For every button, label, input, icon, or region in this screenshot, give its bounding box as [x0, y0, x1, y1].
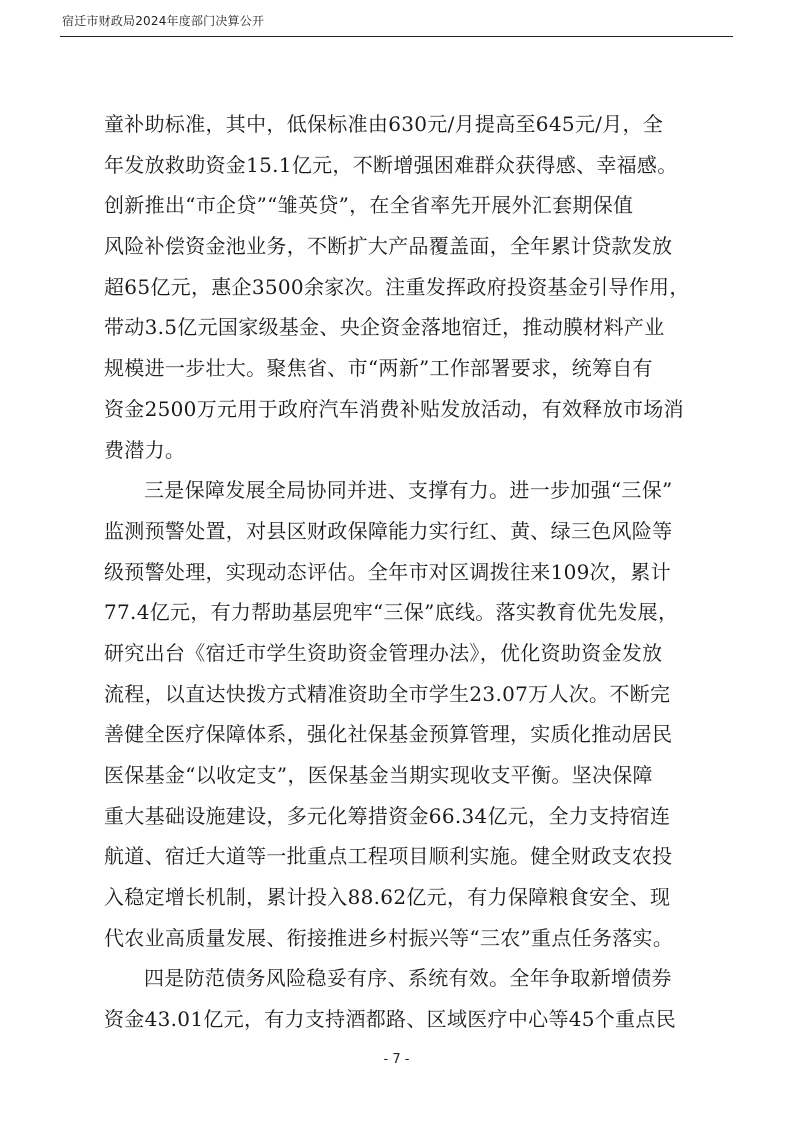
text-line: 资金2500万元用于政府汽车消费补贴发放活动，有效释放市场消 [104, 396, 684, 421]
text-line: 费潜力。 [104, 437, 186, 462]
text-line: 级预警处理，实现动态评估。全年市对区调拨往来109次，累计 [104, 559, 671, 584]
text-line: 重大基础设施建设，多元化筹措资金66.34亿元，全力支持宿连 [104, 803, 671, 828]
text-line: 研究出台《宿迁市学生资助资金管理办法》，优化资助资金发放 [104, 640, 663, 665]
text-line: 入稳定增长机制，累计投入88.62亿元，有力保障粮食安全、现 [104, 885, 671, 910]
text-line: 创新推出“市企贷”“雏英贷”，在全省率先开展外汇套期保值 [104, 193, 634, 218]
text-line: 童补助标准，其中，低保标准由630元/月提高至645元/月，全 [104, 112, 664, 136]
text-line: 善健全医疗保障体系，强化社保基金预算管理，实质化推动居民 [104, 722, 673, 747]
text-line: 风险补偿资金池业务，不断扩大产品覆盖面，全年累计贷款发放 [104, 234, 673, 259]
text-line: 医保基金“以收定支”，医保基金当期实现收支平衡。坚决保障 [104, 763, 653, 787]
page-number: - 7 - [383, 1052, 410, 1067]
text-line: 航道、宿迁大道等一批重点工程项目顺利实施。健全财政支农投 [104, 844, 673, 869]
running-header: 宿迁市财政局2024年度部门决算公开 [62, 14, 265, 28]
document-body [104, 104, 716, 1040]
text-line: 规模进一步壮大。聚焦省、市“两新”工作部署要求，统筹自有 [104, 356, 653, 381]
text-line: 三是保障发展全局协同并进、支撑有力。进一步加强“三保” [144, 478, 673, 503]
text-line: 资金43.01亿元，有力支持酒都路、区域医疗中心等45个重点民 [104, 1007, 677, 1032]
text-line: 年发放救助资金15.1亿元，不断增强困难群众获得感、幸福感。 [104, 152, 678, 177]
text-line: 超65亿元，惠企3500余家次。注重发挥政府投资基金引导作用， [104, 274, 690, 299]
text-line: 监测预警处置，对县区财政保障能力实行红、黄、绿三色风险等 [104, 518, 673, 543]
text-line: 四是防范债务风险稳妥有序、系统有效。全年争取新增债券 [144, 966, 672, 991]
header-divider [60, 36, 733, 37]
text-line: 代农业高质量发展、衔接推进乡村振兴等“三农”重点任务落实。 [104, 925, 674, 950]
text-line: 77.4亿元，有力帮助基层兜牢“三保”底线。落实教育优先发展， [104, 600, 679, 625]
text-line: 带动3.5亿元国家级基金、央企资金落地宿迁，推动膜材料产业 [104, 315, 665, 340]
text-line: 流程，以直达快拨方式精准资助全市学生23.07万人次。不断完 [104, 681, 671, 706]
